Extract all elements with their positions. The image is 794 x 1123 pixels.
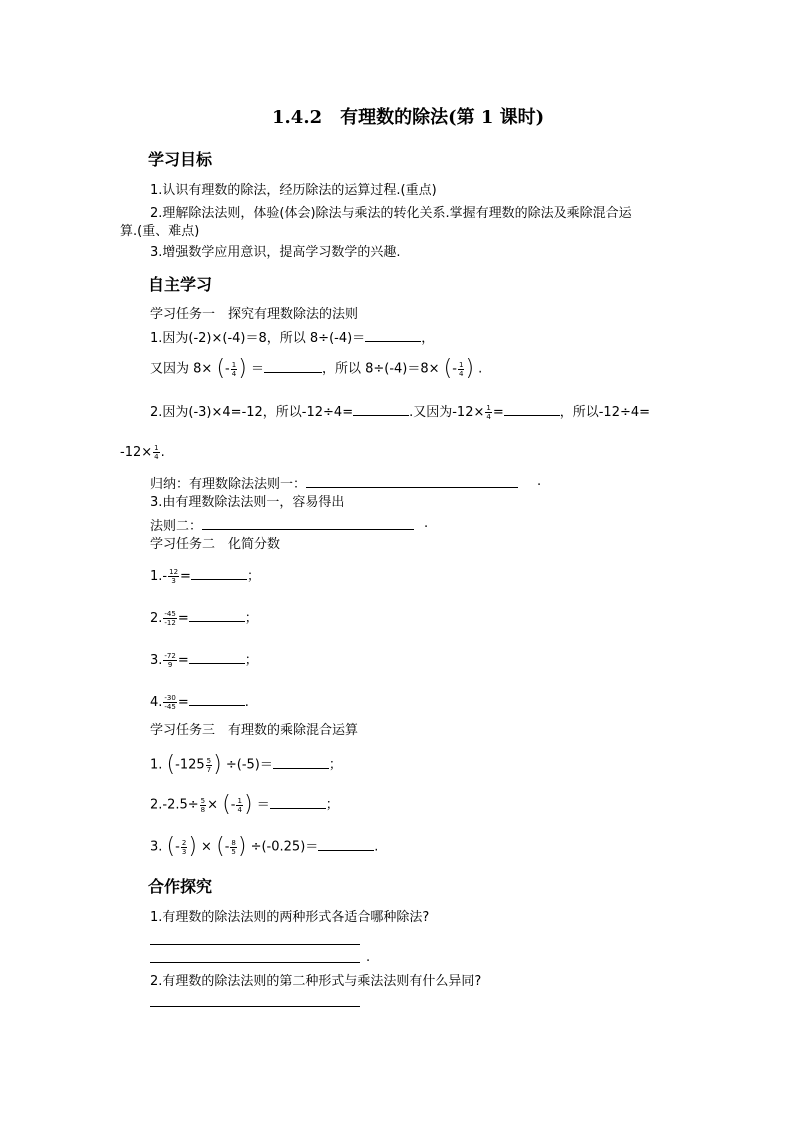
task2-title: 学习任务二 化简分数 bbox=[150, 537, 281, 552]
answer-blank[interactable] bbox=[191, 566, 247, 580]
fraction: $\frac{12}{3}$ bbox=[169, 568, 179, 585]
q3-rule2: 法则二： bbox=[150, 516, 414, 535]
goal-item-2a: 2.理解除法法则，体验(体会)除法与乘法的转化关系.掌握有理数的除法及乘除混合运 bbox=[150, 206, 632, 221]
fraction: $\frac{1}{4}$ bbox=[231, 360, 237, 378]
answer-line[interactable] bbox=[150, 962, 360, 963]
fraction: $\frac{8}{5}$ bbox=[231, 838, 236, 856]
paren-right: ) bbox=[238, 356, 247, 381]
mixed-item-2: 2.-2.5÷ $\frac{5}{8}$ × (- $\frac{1}{4}$ ) ＝ ； bbox=[150, 792, 339, 817]
mixed-item-1: 1. (-125 $\frac{5}{7}$ ) ÷(-5)＝ ； bbox=[150, 752, 342, 777]
simplify-item-4: 4. $\frac{-30}{-45}$ = . bbox=[150, 694, 249, 711]
fraction: $\frac{-30}{-45}$ bbox=[164, 694, 176, 711]
simplify-item-2: 2. $\frac{-45}{-12}$ = ； bbox=[150, 610, 258, 627]
q1-line1: 1.因为(-2)×(-4)＝8，所以 8÷(-4)＝ ， bbox=[150, 328, 434, 347]
answer-blank[interactable] bbox=[318, 837, 374, 851]
page-title: 1.4.2 有理数的除法(第 1 课时) bbox=[272, 107, 545, 128]
simplify-item-1: 1.- $\frac{12}{3}$ = ； bbox=[150, 568, 260, 585]
fraction: $\frac{1}{4}$ bbox=[486, 404, 491, 421]
task3-title: 学习任务三 有理数的乘除混合运算 bbox=[150, 723, 359, 738]
answer-blank[interactable] bbox=[264, 359, 322, 373]
heading-goals: 学习目标 bbox=[148, 150, 213, 169]
answer-blank[interactable] bbox=[353, 402, 409, 416]
mixed-item-3: 3. (- $\frac{2}{3}$ ) × (- $\frac{8}{5}$ ) ÷(-0.25)＝ . bbox=[150, 834, 379, 859]
fraction: $\frac{1}{4}$ bbox=[154, 444, 159, 461]
summary-rule1: 归纳：有理数除法法则一： bbox=[150, 474, 518, 493]
answer-blank[interactable] bbox=[202, 516, 414, 530]
fraction: $\frac{-45}{-12}$ bbox=[164, 610, 176, 627]
q2-line1: 2.因为(-3)×4=-12，所以-12÷4= .又因为-12× $\frac{1}{4}$ = ，所以-12÷4= bbox=[150, 404, 651, 421]
answer-blank[interactable] bbox=[189, 650, 245, 664]
answer-blank[interactable] bbox=[189, 692, 245, 706]
answer-blank[interactable] bbox=[273, 755, 329, 769]
answer-blank[interactable] bbox=[306, 474, 518, 488]
fraction: $\frac{1}{4}$ bbox=[458, 360, 464, 378]
fraction: $\frac{5}{8}$ bbox=[200, 796, 206, 814]
heading-coop: 合作探究 bbox=[148, 877, 213, 896]
coop-q1: 1.有理数的除法法则的两种形式各适合哪种除法? bbox=[150, 910, 430, 925]
heading-self-study: 自主学习 bbox=[148, 275, 213, 294]
q1-line2: 又因为 8× (- $\frac{1}{4}$ ) ＝ ，所以 8÷(-4)＝8× (- $\frac{1}{4}$ ) . bbox=[150, 356, 483, 381]
fraction: $\frac{2}{3}$ bbox=[181, 838, 187, 856]
answer-blank[interactable] bbox=[270, 795, 326, 809]
answer-blank[interactable] bbox=[189, 608, 245, 622]
fraction: $\frac{5}{7}$ bbox=[206, 756, 212, 774]
paren-left: ( bbox=[216, 356, 226, 381]
fraction: $\frac{1}{4}$ bbox=[237, 796, 242, 814]
answer-blank[interactable] bbox=[365, 328, 421, 342]
simplify-item-3: 3. $\frac{-72}{9}$ = ； bbox=[150, 652, 258, 669]
task1-title: 学习任务一 探究有理数除法的法则 bbox=[150, 307, 359, 322]
answer-blank[interactable] bbox=[504, 402, 560, 416]
goal-item-1: 1.认识有理数的除法，经历除法的运算过程.(重点) bbox=[150, 183, 437, 198]
goal-item-2b: 算.(重、难点) bbox=[120, 224, 200, 239]
q2-line2: -12× $\frac{1}{4}$ . bbox=[120, 444, 165, 461]
answer-line[interactable] bbox=[150, 1006, 360, 1007]
answer-line[interactable] bbox=[150, 944, 360, 945]
goal-item-3: 3.增强数学应用意识，提高学习数学的兴趣. bbox=[150, 245, 401, 260]
coop-q2: 2.有理数的除法法则的第二种形式与乘法法则有什么异同? bbox=[150, 974, 482, 989]
q3-line1: 3.由有理数除法法则一，容易得出 bbox=[150, 495, 345, 510]
fraction: $\frac{-72}{9}$ bbox=[164, 652, 176, 669]
